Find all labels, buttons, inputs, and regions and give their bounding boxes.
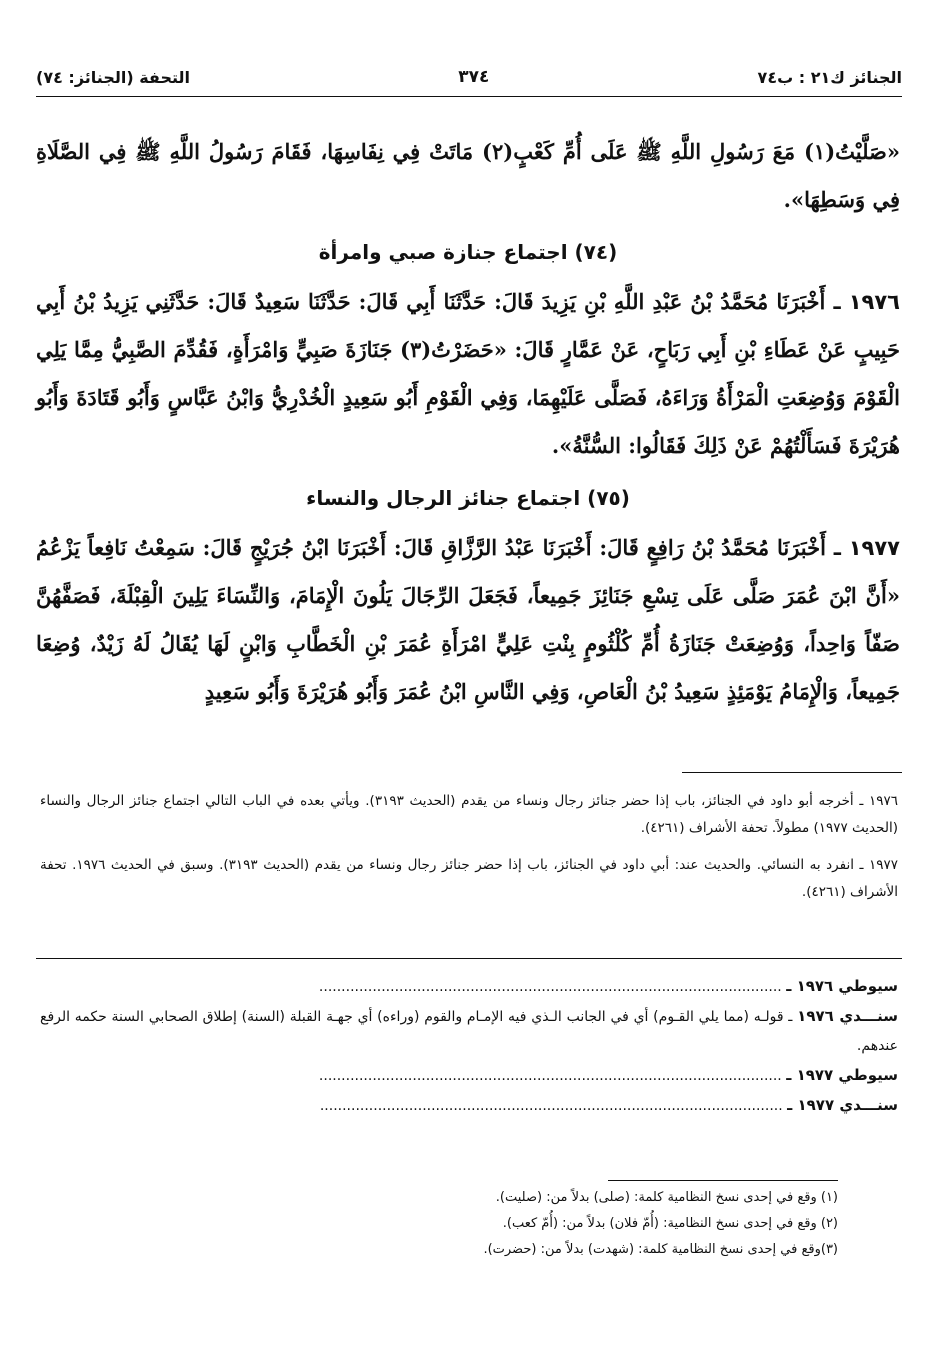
footnotes: [200, 1185, 838, 1263]
takhrij-1977: ١٩٧٧ ـ انفرد به النسائي. والحديث عند: أبي داود في الجنائز، باب إذا حضر جنائز رجال ونساء من يقدم (الحديث ٣١٩٣). وسبق في الحديث ١٩٧٦. تحفة الأشراف (٤٢٦١).: [40, 857, 898, 900]
commentary-section: [40, 972, 898, 1121]
suyuti-1977-line: [40, 1061, 898, 1091]
suyuti-1976-label: سيوطي ١٩٧٦ ـ: [786, 977, 898, 995]
dots-leader: ........................................................................................................: [318, 979, 782, 995]
hadith-text-1977: أَخْبَرَنَا مُحَمَّدُ بْنُ رَافِعٍ قَالَ: أَخْبَرَنَا عَبْدُ الرَّزَّاقِ قَالَ: أَخْبَرَنَا ابْنُ جُرَيْجٍ قَالَ: سَمِعْتُ نَافِعاً يَزْعُمُ «أَنَّ ابْنَ عُمَرَ صَلَّى عَلَى تِسْعِ جَنَائِزَ جَمِيعاً، فَجَعَلَ الرِّجَالَ يَلُونَ الْإِمَامَ، وَالنِّسَاءَ يَلِينَ الْقِبْلَةَ، فَصَفَّهُنَّ صَفّاً وَاحِداً، وَوُضِعَتْ جَنَازَةُ أُمِّ كُلْثُومٍ بِنْتِ عَلِيٍّ امْرَأَةِ عُمَرَ بْنِ الْخَطَّابِ وَابْنٍ لَهَا يُقَالُ لَهُ زَيْدٌ، وُضِعَا جَمِيعاً، وَالْإِمَامُ يَوْمَئِذٍ سَعِيدُ بْنُ الْعَاصِ، وَفِي النَّاسِ ابْنُ عُمَرَ وَأَبُو هُرَيْرَةَ وَأَبُو سَعِيدٍ: [36, 535, 900, 704]
takhrij-1976: ١٩٧٦ ـ أخرجه أبو داود في الجنائز، باب إذا حضر جنائز رجال ونساء من يقدم (الحديث ٣١٩٣). ويأتي بعده في الباب التالي اجتماع جنائز الرجال والنساء (الحديث ١٩٧٧) مطولاً. تحفة الأشراف (٤٢٦١).: [40, 793, 898, 836]
dots-leader: ........................................................................................................: [318, 1068, 782, 1084]
commentary-rule: [36, 958, 902, 959]
main-text: [36, 128, 900, 716]
hadith-number-1977: ١٩٧٧ ـ: [833, 536, 900, 560]
suyuti-1976-line: [40, 972, 898, 1002]
hadith-1977: [36, 524, 900, 716]
suyuti-1977-label: سيوطي ١٩٧٧ ـ: [786, 1066, 898, 1084]
chapter-title-75: (٧٥) اجتماع جنائز الرجال والنساء: [306, 486, 630, 510]
takhrij-notes: [40, 788, 898, 916]
hadith-1976: [36, 278, 900, 470]
sindi-1976-text: ـ قولـه (مما يلي القـوم) أي في الجانب الـذي فيه الإمـام والقوم (وراءه) أي جهـة القبلة (السنة) إطلاق الصحابي السنة حكمه الرفع عندهم.: [40, 1009, 898, 1054]
footnote-3: (٣)وقع في إحدى نسخ النظامية كلمة: (شهدت) بدلاً من: (حضرت).: [483, 1242, 838, 1257]
footnote-1: (١) وقع في إحدى نسخ النظامية كلمة: (صلى) بدلاً من: (صليت).: [495, 1190, 838, 1205]
sindi-1977-label: سنـــدي ١٩٧٧ ـ: [787, 1096, 898, 1114]
sindi-1976-line: [40, 1002, 898, 1061]
hadith-text-1976: أَخْبَرَنَا مُحَمَّدُ بْنُ عَبْدِ اللَّهِ بْنِ يَزِيدَ قَالَ: حَدَّثَنَا أَبِي قَالَ: حَدَّثَنَا سَعِيدٌ قَالَ: حَدَّثَنِي يَزِيدُ بْنُ أَبِي حَبِيبٍ عَنْ عَطَاءِ بْنِ أَبِي رَبَاحٍ، عَنْ عَمَّارٍ قَالَ: «حَضَرْتُ(٣) جَنَازَةَ صَبِيٍّ وَامْرَأَةٍ، فَقُدِّمَ الصَّبِيُّ مِمَّا يَلِي الْقَوْمَ وَوُضِعَتِ الْمَرْأَةُ وَرَاءَهُ، فَصَلَّى عَلَيْهِمَا، وَفِي الْقَوْمِ أَبُو سَعِيدٍ الْخُدْرِيُّ وَابْنُ عَبَّاسٍ وَأَبُو قَتَادَةَ وَأَبُو هُرَيْرَةَ فَسَأَلْتُهُمْ عَنْ ذَلِكَ فَقَالُوا: السُّنَّةُ».: [36, 289, 900, 458]
page-header: [36, 62, 902, 92]
sindi-1977-line: [40, 1091, 898, 1121]
sindi-1976-label: سنـــدي ١٩٧٦: [797, 1007, 898, 1025]
header-tuhfa-ref: التحفة (الجنائز: ٧٤): [36, 67, 190, 87]
chapter-title-74: (٧٤) اجتماع جنازة صبي وامرأة: [318, 240, 618, 264]
hadith-number-1976: ١٩٧٦ ـ: [833, 290, 900, 314]
footnote-2: (٢) وقع في إحدى نسخ النظامية: (أُمّ فلان) بدلاً من: (أُمّ كعب).: [502, 1216, 838, 1231]
takhrij-rule: [682, 772, 902, 773]
dots-leader: ........................................................................................................: [319, 1098, 783, 1114]
page-number: ٣٧٤: [458, 67, 490, 87]
intro-paragraph: «صَلَّيْتُ(١) مَعَ رَسُولِ اللَّهِ ﷺ عَلَى أُمِّ كَعْبٍ(٢) مَاتَتْ فِي نِفَاسِهَا، فَقَامَ رَسُولُ اللَّهِ ﷺ فِي الصَّلَاةِ فِي وَسَطِهَا».: [36, 139, 900, 212]
header-chapter-ref: الجنائز ك٢١ : ب٧٤: [757, 67, 902, 87]
footnote-rule: [608, 1180, 838, 1181]
header-rule: [36, 96, 902, 97]
